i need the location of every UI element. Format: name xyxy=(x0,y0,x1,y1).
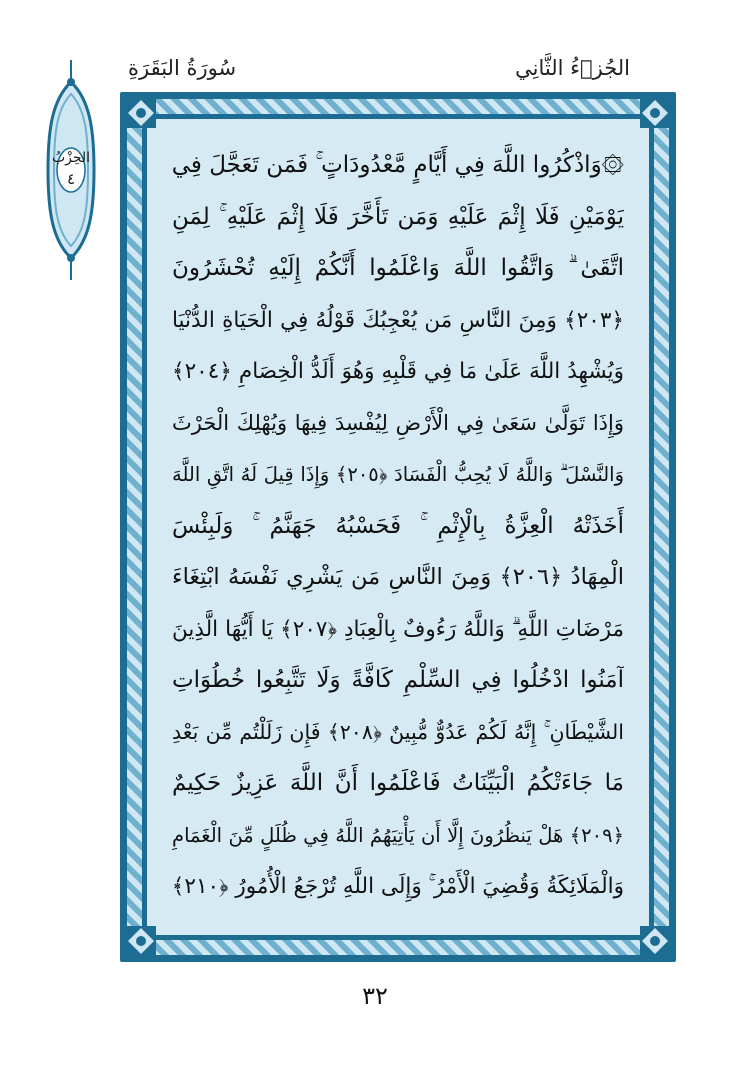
verse-line: الْمِهَادُ ﴿٢٠٦﴾ وَمِنَ النَّاسِ مَن يَشْرِي نَفْسَهُ ابْتِغَاءَ xyxy=(172,564,624,590)
verse-line: الشَّيْطَانِ ۚ إِنَّهُ لَكُمْ عَدُوٌّ مُّبِينٌ ﴿٢٠٨﴾ فَإِن زَلَلْتُم مِّن بَعْدِ xyxy=(172,719,624,744)
verse-line: مَا جَاءَتْكُمُ الْبَيِّنَاتُ فَاعْلَمُوا أَنَّ اللَّهَ عَزِيزٌ حَكِيمٌ xyxy=(172,770,624,796)
verse-line: يَوْمَيْنِ فَلَا إِثْمَ عَلَيْهِ وَمَن تَأَخَّرَ فَلَا إِثْمَ عَلَيْهِ ۚ لِمَنِ xyxy=(172,203,624,230)
corner-ornament-icon xyxy=(124,96,158,130)
verse-line: مَرْضَاتِ اللَّهِ ۗ وَاللَّهُ رَءُوفٌ بِالْعِبَادِ ﴿٢٠٧﴾ يَا أَيُّهَا الَّذِينَ xyxy=(172,616,624,642)
verse-lines xyxy=(172,140,624,913)
hizb-number: ٤ xyxy=(66,170,76,188)
page-number: ٣٢ xyxy=(362,982,388,1010)
verse-line: وَيُشْهِدُ اللَّهَ عَلَىٰ مَا فِي قَلْبِهِ وَهُوَ أَلَدُّ الْخِصَامِ ﴿٢٠٤﴾ xyxy=(172,359,624,384)
verse-line: أَخَذَتْهُ الْعِزَّةُ بِالْإِثْمِ ۚ فَحَسْبُهُ جَهَنَّمُ ۚ وَلَبِئْسَ xyxy=(172,512,624,539)
surah-name: سُورَةُ البَقَرَةِ xyxy=(128,56,237,80)
verse-line: آمَنُوا ادْخُلُوا فِي السِّلْمِ كَافَّةً وَلَا تَتَّبِعُوا خُطُوَاتِ xyxy=(172,667,624,693)
corner-ornament-icon xyxy=(124,924,158,958)
verse-line: ۞وَاذْكُرُوا اللَّهَ فِي أَيَّامٍ مَّعْدُودَاتٍ ۚ فَمَن تَعَجَّلَ فِي xyxy=(172,152,624,178)
verse-line: اتَّقَىٰ ۗ وَاتَّقُوا اللَّهَ وَاعْلَمُوا أَنَّكُمْ إِلَيْهِ تُحْشَرُونَ xyxy=(172,255,624,281)
verse-line: ﴿٢٠٣﴾ وَمِنَ النَّاسِ مَن يُعْجِبُكَ قَوْلُهُ فِي الْحَيَاةِ الدُّنْيَا xyxy=(172,307,624,333)
corner-ornament-icon xyxy=(638,96,672,130)
verse-line: وَالنَّسْلَ ۗ وَاللَّهُ لَا يُحِبُّ الْفَسَادَ ﴿٢٠٥﴾ وَإِذَا قِيلَ لَهُ اتَّقِ اللَّهَ xyxy=(172,463,624,486)
verse-line: وَإِذَا تَوَلَّىٰ سَعَىٰ فِي الْأَرْضِ لِيُفْسِدَ فِيهَا وَيُهْلِكَ الْحَرْثَ xyxy=(172,410,624,435)
juz-name: الجُزۡءُ الثَّانِي xyxy=(515,56,630,80)
corner-ornament-icon xyxy=(638,924,672,958)
hizb-label: الحِزْبُ xyxy=(51,150,91,166)
verse-line: وَالْمَلَائِكَةُ وَقُضِيَ الْأَمْرُ ۚ وَإِلَى اللَّهِ تُرْجَعُ الْأُمُورُ ﴿٢١٠﴾ xyxy=(172,874,624,899)
verse-line: ﴿٢٠٩﴾ هَلْ يَنظُرُونَ إِلَّا أَن يَأْتِيَهُمُ اللَّهُ فِي ظُلَلٍ مِّنَ الْغَمَامِ xyxy=(172,823,624,847)
